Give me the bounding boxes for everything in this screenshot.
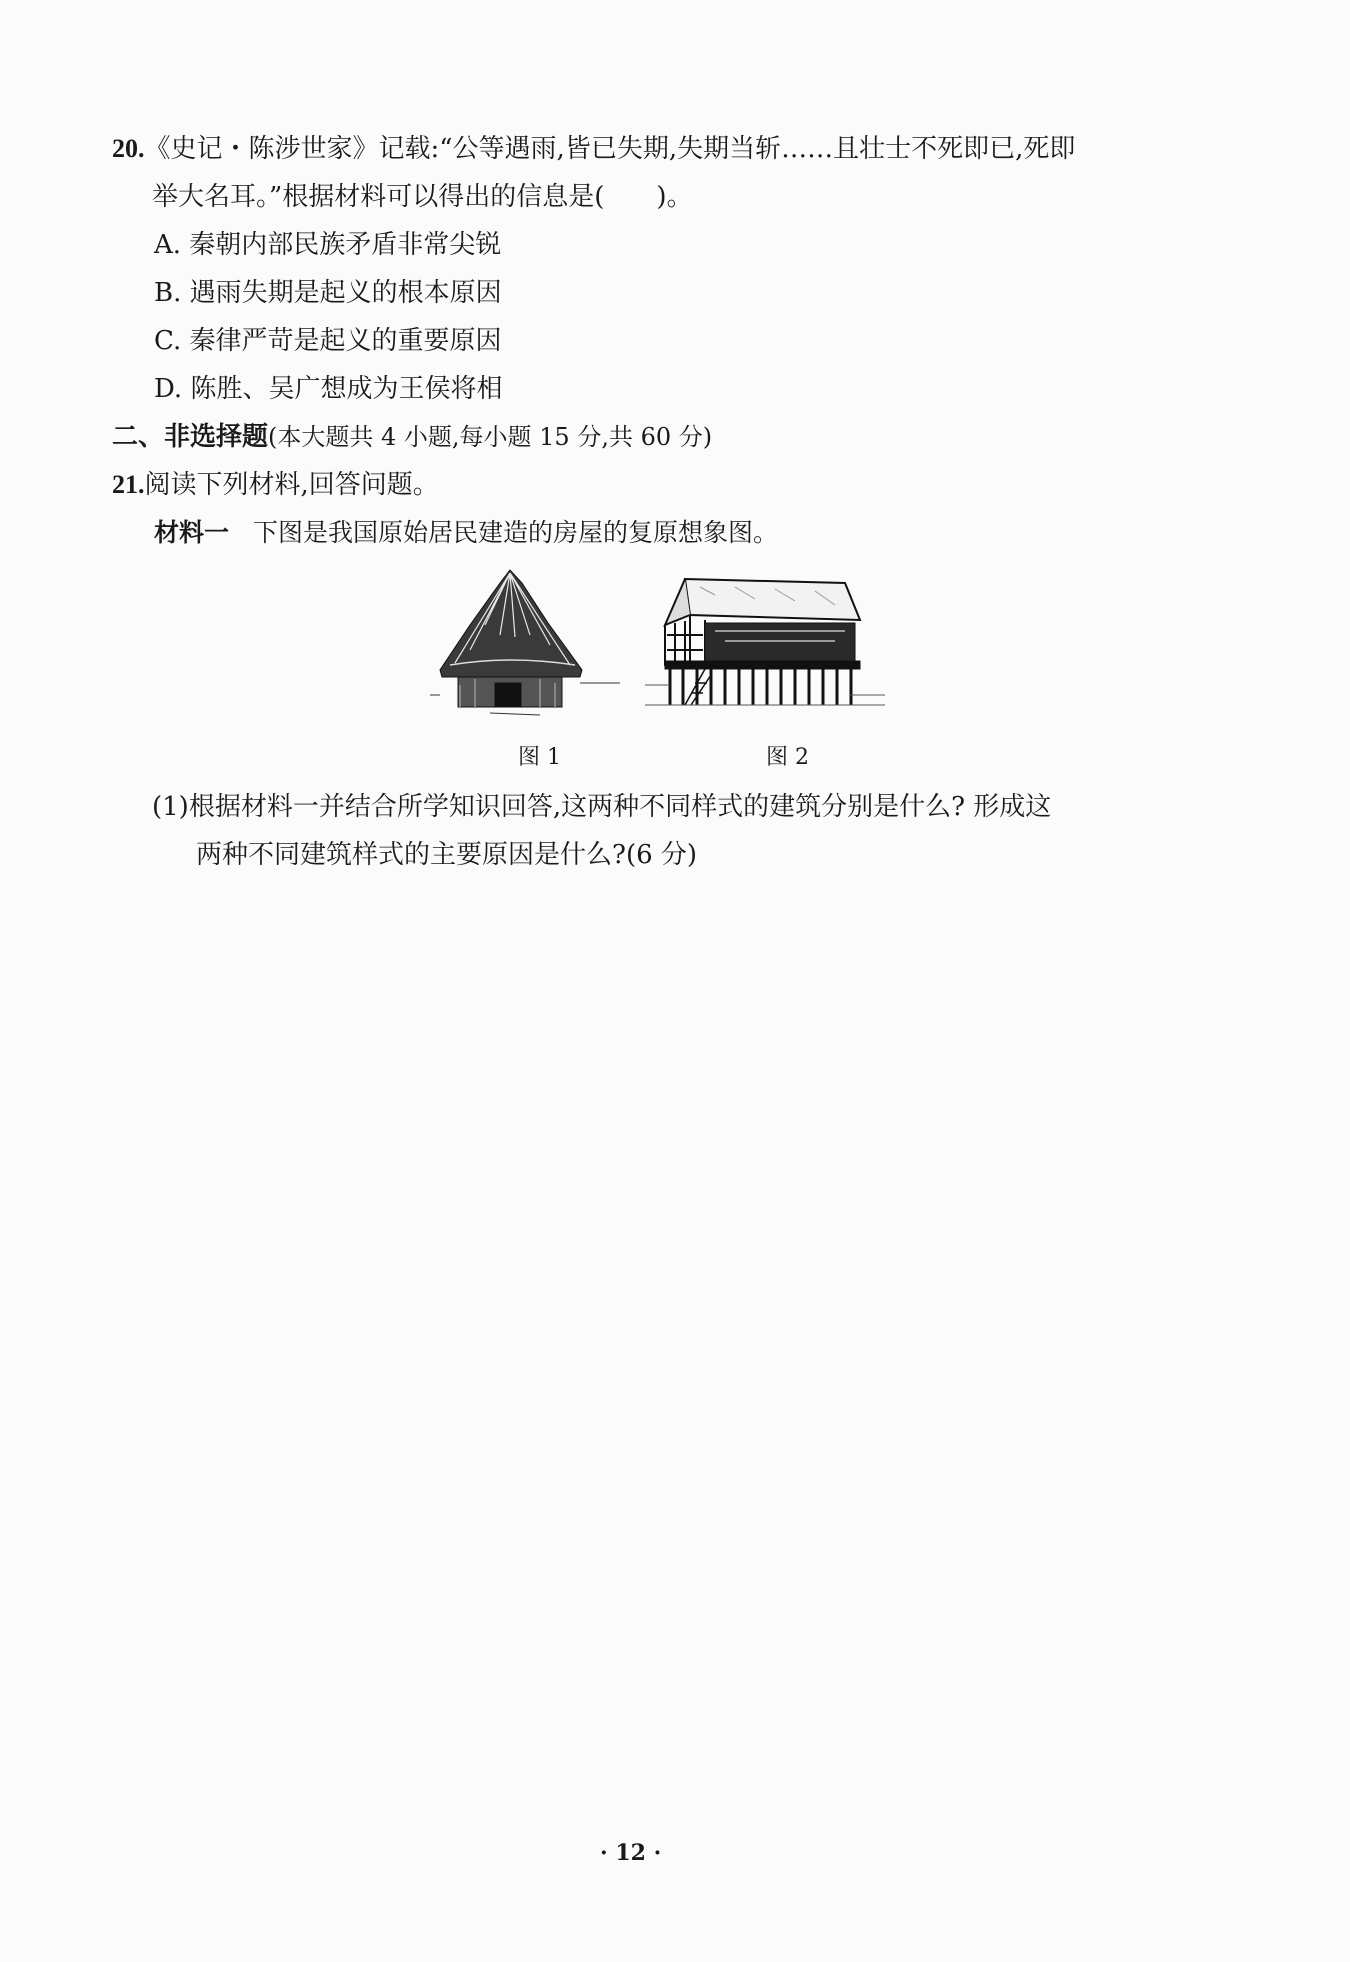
material-text: 下图是我国原始居民建造的房屋的复原想象图。: [253, 518, 779, 547]
q20-number: 20.: [112, 134, 145, 163]
q21-sub1-line1: (1)根据材料一并结合所学知识回答,这两种不同样式的建筑分别是什么? 形成这: [152, 792, 1052, 822]
section2-title: 二、非选择题: [112, 422, 269, 452]
figures-illustration: [430, 565, 900, 725]
page-number: · 12 ·: [600, 1840, 662, 1866]
q20-option-d: D. 陈胜、吴广想成为王侯将相: [154, 374, 503, 404]
q21-number: 21.: [112, 470, 145, 499]
q21-line1: [112, 468, 439, 502]
q20-option-b: B. 遇雨失期是起义的根本原因: [154, 278, 502, 308]
material-label: 材料一: [154, 518, 230, 547]
q20-stem-line1: 《史记・陈涉世家》记载:“公等遇雨,皆已失期,失期当斩……且壮士不死即已,死即: [144, 134, 1076, 164]
q20-line1: [112, 132, 1075, 166]
q21-sub1-line2: 两种不同建筑样式的主要原因是什么?(6 分): [196, 840, 698, 870]
q21-stem: 阅读下列材料,回答问题。: [144, 470, 439, 500]
fig2-caption: 图 2: [766, 745, 809, 770]
q20-option-c: C. 秦律严苛是起义的重要原因: [154, 326, 502, 356]
fig1-thatched-hut: [430, 570, 620, 715]
q21-material-line: [154, 516, 778, 550]
q20-line2: 举大名耳。”根据材料可以得出的信息是( )。: [152, 182, 693, 212]
fig2-stilt-house: [645, 579, 885, 705]
section2-note: (本大题共 4 小题,每小题 15 分,共 60 分): [268, 423, 713, 451]
q20-option-a: A. 秦朝内部民族矛盾非常尖锐: [154, 230, 502, 260]
fig1-caption: 图 1: [518, 745, 561, 770]
section2-heading: [112, 420, 712, 454]
